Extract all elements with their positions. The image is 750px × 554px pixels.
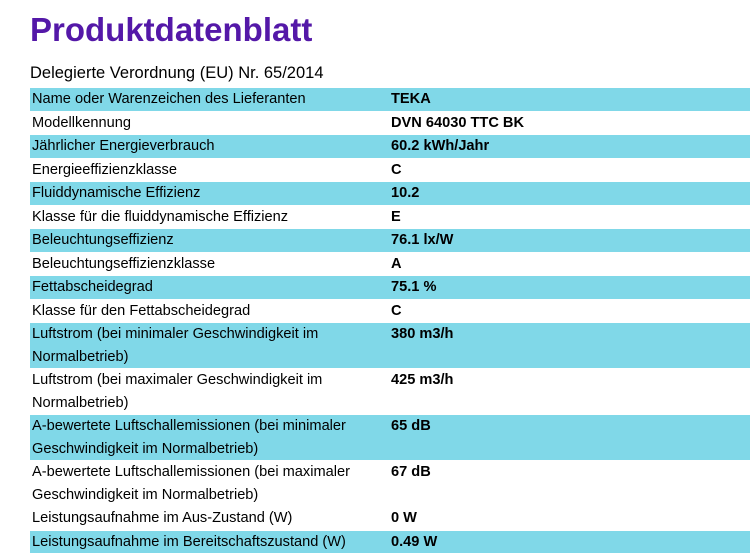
row-label: Fettabscheidegrad <box>30 276 388 300</box>
row-label: Energieeffizienzklasse <box>30 158 388 182</box>
row-label: Luftstrom (bei maximaler Geschwindigkeit im Normalbetrieb) <box>30 369 388 415</box>
table-row <box>30 88 750 111</box>
table-row <box>30 323 750 369</box>
row-label: Luftstrom (bei minimaler Geschwindigkeit im Normalbetrieb) <box>30 323 388 369</box>
row-label: Beleuchtungseffizienz <box>30 229 388 253</box>
row-label: Jährlicher Energieverbrauch <box>30 135 388 159</box>
row-label: Beleuchtungseffizienzklasse <box>30 252 388 276</box>
row-value: C <box>388 158 750 182</box>
table-row <box>30 135 750 159</box>
spec-table <box>30 88 750 554</box>
row-label: A-bewertete Luftschallemissionen (bei maximaler Geschwindigkeit im Normalbetrieb) <box>30 461 388 507</box>
row-value: 65 dB <box>388 415 750 461</box>
row-value: C <box>388 299 750 323</box>
table-row <box>30 276 750 300</box>
row-value: 380 m3/h <box>388 323 750 369</box>
row-value: 0 W <box>388 507 750 531</box>
table-row <box>30 182 750 206</box>
row-label: Leistungsaufnahme im Aus-Zustand (W) <box>30 507 388 531</box>
row-value: 10.2 <box>388 182 750 206</box>
row-value: 75.1 % <box>388 276 750 300</box>
page-subtitle: Delegierte Verordnung (EU) Nr. 65/2014 <box>30 64 324 82</box>
row-value: 0.49 W <box>388 530 750 554</box>
table-row <box>30 205 750 229</box>
row-value: TEKA <box>388 88 750 111</box>
row-label: Modellkennung <box>30 111 388 135</box>
page-title: Produktdatenblatt <box>30 11 313 48</box>
row-value: 425 m3/h <box>388 369 750 415</box>
table-row <box>30 461 750 507</box>
table-row <box>30 229 750 253</box>
row-label: A-bewertete Luftschallemissionen (bei minimaler Geschwindigkeit im Normalbetrieb) <box>30 415 388 461</box>
table-row <box>30 507 750 531</box>
table-row <box>30 299 750 323</box>
row-value: 60.2 kWh/Jahr <box>388 135 750 159</box>
row-label: Leistungsaufnahme im Bereitschaftszustand (W) <box>30 530 388 554</box>
table-row <box>30 415 750 461</box>
row-value: A <box>388 252 750 276</box>
row-value: E <box>388 205 750 229</box>
table-row <box>30 252 750 276</box>
row-label: Klasse für den Fettabscheidegrad <box>30 299 388 323</box>
table-row <box>30 158 750 182</box>
row-label: Klasse für die fluiddynamische Effizienz <box>30 205 388 229</box>
row-value: 76.1 lx/W <box>388 229 750 253</box>
table-row <box>30 111 750 135</box>
row-label: Name oder Warenzeichen des Lieferanten <box>30 88 388 111</box>
row-value: 67 dB <box>388 461 750 507</box>
row-value: DVN 64030 TTC BK <box>388 111 750 135</box>
table-row <box>30 369 750 415</box>
row-label: Fluiddynamische Effizienz <box>30 182 388 206</box>
table-row <box>30 530 750 554</box>
